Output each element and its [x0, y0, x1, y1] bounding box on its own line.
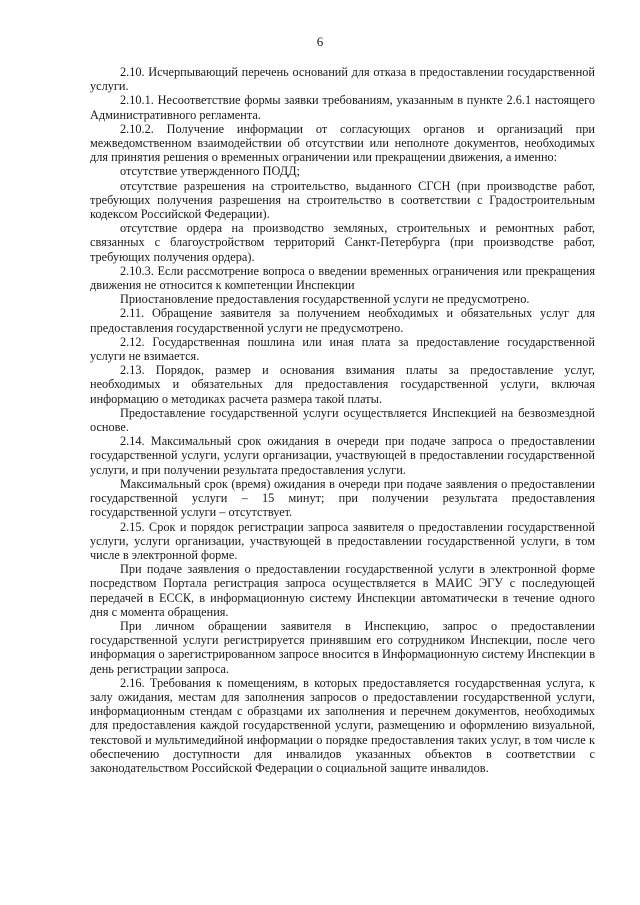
list-item-permit: отсутствие разрешения на строительство, выданного СГСН (при производстве работ, требующих получения разрешения на строительство в соответствии с Градостроительным кодексом Российской Федерации).	[90, 178, 595, 222]
paragraph-2-10-1: 2.10.1. Несоответствие формы заявки требованиям, указанным в пункте 2.6.1 настоящего Административного регламента.	[90, 93, 595, 122]
paragraph-2-13: 2.13. Порядок, размер и основания взимания платы за предоставление услуг, необходимых и обязательных для предоставления государственной услуги, включая информацию о методиках расчета размера такой платы.	[90, 363, 595, 406]
paragraph-max-wait: Максимальный срок (время) ожидания в очереди при подаче заявления о предоставлении государственной услуги – 15 минут; при получении результата предоставления государственной услуги – отсутствует.	[90, 476, 595, 520]
paragraph-2-11: 2.11. Обращение заявителя за получением необходимых и обязательных услуг для предоставления государственной услуги не предусмотрено.	[90, 306, 595, 335]
paragraph-free-of-charge: Предоставление государственной услуги осуществляется Инспекцией на безвозмездной основе.	[90, 405, 595, 435]
paragraph-2-16: 2.16. Требования к помещениям, в которых предоставляется государственная услуга, к залу ожидания, местам для заполнения запросов о предоставлении государственной услуги, информационным стендам с образцами их заполнения и перечнем документов, необходимых для предоставления каждой государственной услуги, размещению и оформлению визуальной, текстовой и мультимедийной информации о порядке предоставления таких услуг, в том числе к обеспечению доступности для инвалидов указанных объектов в соответствии с законодательством Российской Федерации о социальной защите инвалидов.	[90, 675, 595, 775]
paragraph-electronic-submission: При подаче заявления о предоставлении государственной услуги в электронной форме посредством Портала регистрация запроса осуществляется в МАИС ЭГУ с последующей передачей в ЕССК, в информационную систему Инспекции автоматически в течение одного дня с момента обращения.	[90, 562, 595, 619]
paragraph-2-10-3: 2.10.3. Если рассмотрение вопроса о введении временных ограничения или прекращения движения не относится к компетенции Инспекции	[90, 263, 595, 293]
document-body	[90, 65, 595, 775]
list-item-podd: отсутствие утвержденного ПОДД;	[120, 164, 300, 179]
paragraph-suspension: Приостановление предоставления государственной услуги не предусмотрено.	[120, 292, 530, 307]
paragraph-2-15: 2.15. Срок и порядок регистрации запроса заявителя о предоставлении государственной услуги, услуги организации, участвующей в предоставлении государственной услуги, в том числе в электронной форме.	[90, 519, 595, 562]
paragraph-personal-submission: При личном обращении заявителя в Инспекцию, запрос о предоставлении государственной услуги регистрируется принявшим его сотрудником Инспекции, после чего информация о зарегистрированном запросе вносится в Информационную систему Инспекции в день регистрации запроса.	[90, 618, 595, 676]
page-number: 6	[316, 34, 324, 49]
list-item-order: отсутствие ордера на производство земляных, строительных и ремонтных работ, связанных с благоустройством территорий Санкт-Петербурга (при производстве работ, требующих получения ордера).	[90, 221, 595, 264]
paragraph-2-10: 2.10. Исчерпывающий перечень оснований для отказа в предоставлении государственной услуги.	[90, 65, 595, 94]
paragraph-2-14: 2.14. Максимальный срок ожидания в очереди при подаче запроса о предоставлении государственной услуги, услуги организации, участвующей в предоставлении государственной услуги, и при получении результата предоставления услуги.	[90, 434, 595, 477]
paragraph-2-10-2: 2.10.2. Получение информации от согласующих органов и организаций при межведомственном взаимодействии об отсутствии или неполноте документов, необходимых для принятия решения о временных ограничении или прекращении движения, а именно:	[90, 121, 595, 165]
paragraph-2-12: 2.12. Государственная пошлина или иная плата за предоставление государственной услуги не взимается.	[90, 334, 595, 364]
